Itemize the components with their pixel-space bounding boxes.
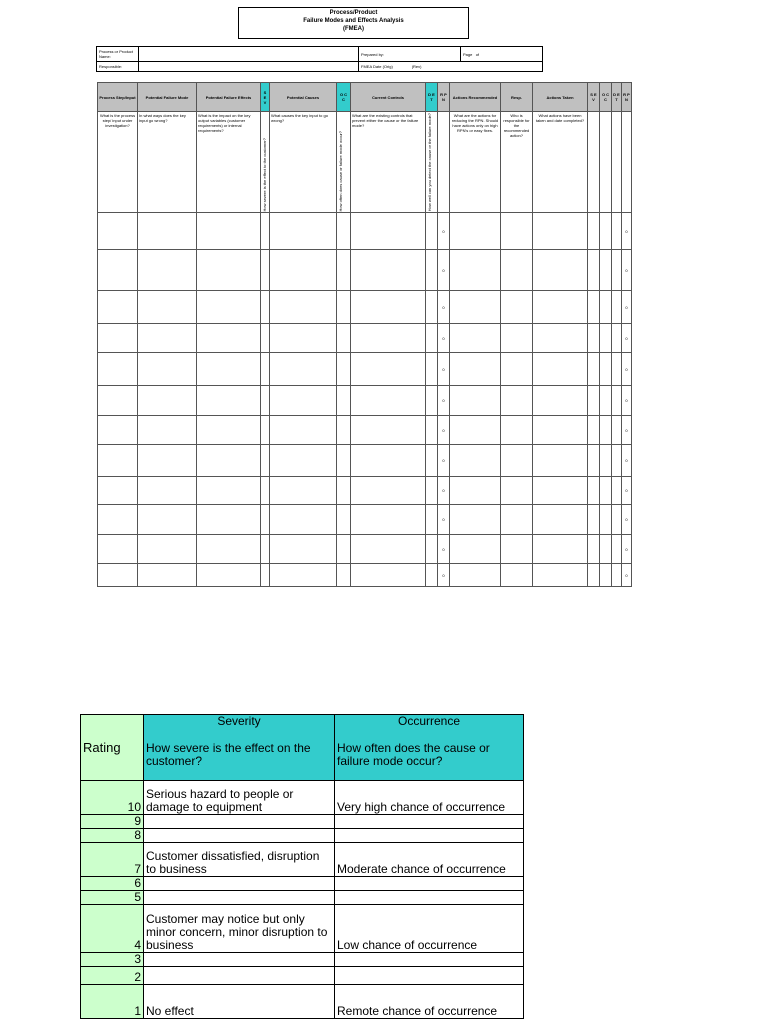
fmea-cell[interactable] [337,353,351,386]
fmea-cell[interactable] [588,564,600,587]
rating-row [81,891,524,905]
fmea-cell[interactable] [450,535,501,564]
fmea-cell[interactable] [501,416,533,445]
fmea-cell[interactable] [426,324,438,353]
process-name-field[interactable] [139,47,359,62]
responsible-field[interactable] [139,62,359,72]
fmea-cell[interactable] [337,386,351,416]
fmea-cell[interactable] [426,477,438,505]
fmea-table [97,82,632,587]
rating-row [81,967,524,985]
fmea-cell[interactable] [600,324,612,353]
occurrence-desc: Low chance of occurrence [335,905,524,953]
fmea-cell[interactable] [533,445,588,477]
desc-actions-taken: What actions have been taken and date completed? [533,112,588,213]
fmea-cell[interactable] [588,535,600,564]
fmea-cell[interactable] [450,213,501,250]
fmea-cell[interactable] [600,477,612,505]
document-title [238,7,469,39]
fmea-cell[interactable] [612,291,622,324]
fmea-date-field[interactable] [359,62,543,72]
fmea-cell[interactable] [351,213,426,250]
rating-value: 5 [81,891,144,905]
title-line-2: Failure Modes and Effects Analysis [303,18,404,24]
fmea-cell[interactable] [501,505,533,535]
rpn2-value: 0 [622,291,632,324]
fmea-cell[interactable] [351,291,426,324]
rpn-value: 0 [438,445,450,477]
rpn2-value: 0 [622,213,632,250]
occurrence-desc: Remote chance of occurrence [335,985,524,1019]
fmea-cell[interactable] [612,386,622,416]
page-label: Page [463,51,473,57]
fmea-cell[interactable] [426,445,438,477]
fmea-cell[interactable] [588,291,600,324]
fmea-cell[interactable] [337,477,351,505]
fmea-cell[interactable] [600,386,612,416]
fmea-cell[interactable] [450,416,501,445]
fmea-cell[interactable] [588,505,600,535]
col-sev-2: S E V [588,83,600,112]
fmea-cell[interactable] [138,213,197,250]
prepared-by-label: Prepared by: [359,47,461,62]
fmea-cell[interactable] [270,505,337,535]
fmea-cell[interactable] [138,291,197,324]
fmea-cell[interactable] [533,324,588,353]
title-line-1: Process/Product [329,10,378,16]
occurrence-desc: Moderate chance of occurrence [335,843,524,877]
rpn-value: 0 [438,477,450,505]
occurrence-desc [335,891,524,905]
rpn-value: 0 [438,386,450,416]
rating-row [81,877,524,891]
fmea-cell[interactable] [197,445,261,477]
severity-desc [144,877,335,891]
rating-row [81,815,524,829]
fmea-cell[interactable] [612,535,622,564]
rpn2-value: 0 [622,535,632,564]
fmea-cell[interactable] [98,445,138,477]
fmea-cell[interactable] [426,416,438,445]
fmea-cell[interactable] [98,353,138,386]
severity-desc [144,953,335,967]
header-fields-table [96,46,543,72]
fmea-cell[interactable] [98,477,138,505]
fmea-cell[interactable] [98,535,138,564]
rpn2-value: 0 [622,353,632,386]
rpn-value: 0 [438,324,450,353]
fmea-cell[interactable] [351,477,426,505]
rpn2-value: 0 [622,250,632,291]
fmea-cell[interactable] [426,535,438,564]
fmea-cell[interactable] [337,416,351,445]
rpn-value: 0 [438,535,450,564]
fmea-cell[interactable] [138,477,197,505]
fmea-cell[interactable] [588,477,600,505]
fmea-cell[interactable] [261,213,270,250]
fmea-cell[interactable] [426,505,438,535]
fmea-cell[interactable] [533,250,588,291]
fmea-cell[interactable] [138,250,197,291]
fmea-cell[interactable] [533,353,588,386]
fmea-cell[interactable] [351,535,426,564]
fmea-row [98,213,632,250]
fmea-cell[interactable] [450,386,501,416]
fmea-cell[interactable] [600,535,612,564]
occurrence-desc [335,815,524,829]
fmea-cell[interactable] [501,445,533,477]
fmea-row [98,477,632,505]
fmea-cell[interactable] [98,213,138,250]
fmea-cell[interactable] [612,564,622,587]
fmea-cell[interactable] [588,324,600,353]
fmea-cell[interactable] [261,291,270,324]
occurrence-desc [335,953,524,967]
fmea-cell[interactable] [588,386,600,416]
rating-row [81,829,524,843]
fmea-cell[interactable] [600,445,612,477]
rpn2-value: 0 [622,445,632,477]
fmea-cell[interactable] [197,535,261,564]
fmea-cell[interactable] [501,477,533,505]
fmea-row [98,535,632,564]
fmea-row [98,324,632,353]
fmea-cell[interactable] [98,505,138,535]
col-actions-taken: Actions Taken [533,83,588,112]
fmea-row [98,386,632,416]
fmea-row [98,250,632,291]
severity-desc: Customer may notice but only minor concern, minor disruption to business [144,905,335,953]
fmea-cell[interactable] [450,291,501,324]
fmea-cell[interactable] [588,213,600,250]
fmea-cell[interactable] [588,416,600,445]
col-controls: Current Controls [351,83,426,112]
fmea-cell[interactable] [351,386,426,416]
fmea-cell[interactable] [600,505,612,535]
fmea-cell[interactable] [270,213,337,250]
occurrence-desc [335,829,524,843]
fmea-row [98,291,632,324]
fmea-cell[interactable] [98,416,138,445]
fmea-cell[interactable] [270,416,337,445]
col-resp: Resp. [501,83,533,112]
of-label: of [475,51,480,57]
fmea-cell[interactable] [337,213,351,250]
fmea-cell[interactable] [533,505,588,535]
fmea-cell[interactable] [533,535,588,564]
occurrence-header: Occurrence [397,714,461,728]
fmea-cell[interactable] [138,535,197,564]
fmea-cell[interactable] [261,535,270,564]
fmea-cell[interactable] [138,445,197,477]
fmea-cell[interactable] [351,505,426,535]
fmea-cell[interactable] [98,250,138,291]
fmea-cell[interactable] [501,324,533,353]
col-occ: O C C [337,83,351,112]
fmea-cell[interactable] [261,386,270,416]
occurrence-desc [335,967,524,985]
fmea-cell[interactable] [270,535,337,564]
page-field[interactable] [461,47,543,62]
severity-header-cell [144,715,335,781]
fmea-cell[interactable] [261,324,270,353]
fmea-cell[interactable] [197,353,261,386]
rev-label: (Rev) [411,64,422,69]
fmea-cell[interactable] [612,353,622,386]
fmea-cell[interactable] [612,416,622,445]
col-actions: Actions Recommended [450,83,501,112]
rpn2-value: 0 [622,564,632,587]
severity-question: How severe is the effect on the customer? [146,741,311,768]
fmea-cell[interactable] [270,291,337,324]
desc-occ: How often does cause or failure mode occur? [338,130,343,212]
fmea-date-label: FMEA Date (Orig) [361,64,393,69]
desc-process-step: What is the process step/ input under investigation? [98,112,138,213]
fmea-cell[interactable] [450,477,501,505]
fmea-cell[interactable] [450,505,501,535]
fmea-cell[interactable] [612,477,622,505]
rpn-value: 0 [438,250,450,291]
fmea-cell[interactable] [533,291,588,324]
fmea-cell[interactable] [270,353,337,386]
fmea-cell[interactable] [612,505,622,535]
fmea-cell[interactable] [337,445,351,477]
rating-table [80,714,524,1019]
rating-value: 7 [81,843,144,877]
fmea-cell[interactable] [588,250,600,291]
fmea-cell[interactable] [588,353,600,386]
fmea-cell[interactable] [270,445,337,477]
fmea-cell[interactable] [270,564,337,587]
desc-det: How well can you detect the cause or the failure mode? [427,113,432,212]
fmea-cell[interactable] [98,386,138,416]
occurrence-header-cell [335,715,524,781]
fmea-cell[interactable] [138,353,197,386]
fmea-row [98,416,632,445]
rpn2-value: 0 [622,505,632,535]
rating-value: 9 [81,815,144,829]
desc-resp: Who is responsible for the recommended action? [501,112,533,213]
rpn-value: 0 [438,564,450,587]
fmea-cell[interactable] [426,386,438,416]
rating-value: 4 [81,905,144,953]
fmea-cell[interactable] [450,353,501,386]
fmea-row [98,353,632,386]
fmea-cell[interactable] [261,505,270,535]
fmea-cell[interactable] [197,416,261,445]
fmea-cell[interactable] [533,564,588,587]
rating-row [81,843,524,877]
fmea-cell[interactable] [337,291,351,324]
fmea-cell[interactable] [426,291,438,324]
fmea-cell[interactable] [351,353,426,386]
col-causes: Potential Causes [270,83,337,112]
fmea-cell[interactable] [138,324,197,353]
fmea-cell[interactable] [612,213,622,250]
rpn2-value: 0 [622,324,632,353]
col-rpn-2: R P N [622,83,632,112]
fmea-cell[interactable] [138,386,197,416]
rpn-value: 0 [438,353,450,386]
occurrence-desc: Very high chance of occurrence [335,781,524,815]
fmea-cell[interactable] [612,250,622,291]
fmea-cell[interactable] [351,564,426,587]
rating-value: 10 [81,781,144,815]
fmea-cell[interactable] [197,213,261,250]
col-det: D E T [426,83,438,112]
fmea-cell[interactable] [533,213,588,250]
col-det-2: D E T [612,83,622,112]
fmea-cell[interactable] [337,505,351,535]
fmea-cell[interactable] [197,505,261,535]
fmea-cell[interactable] [138,505,197,535]
fmea-cell[interactable] [612,324,622,353]
rating-value: 2 [81,967,144,985]
occurrence-desc [335,877,524,891]
fmea-cell[interactable] [501,213,533,250]
fmea-row [98,505,632,535]
fmea-cell[interactable] [197,291,261,324]
occurrence-question: How often does the cause or failure mode occur? [337,741,490,768]
rpn-value: 0 [438,416,450,445]
fmea-cell[interactable] [501,386,533,416]
severity-desc: Customer dissatisfied, disruption to business [144,843,335,877]
fmea-cell[interactable] [197,386,261,416]
rating-value: 3 [81,953,144,967]
col-process-step: Process Step/Input [98,83,138,112]
rating-header: Rating [81,715,144,781]
fmea-cell[interactable] [450,445,501,477]
fmea-cell[interactable] [98,324,138,353]
fmea-cell[interactable] [261,477,270,505]
col-sev: S E V [261,83,270,112]
fmea-cell[interactable] [600,416,612,445]
desc-causes: What causes the key input to go wrong? [270,112,337,213]
desc-actions: What are the actions for reducing the RPN. Should have actions only on high RPN's or easy fixes. [450,112,501,213]
rpn2-value: 0 [622,386,632,416]
rating-row [81,905,524,953]
rpn2-value: 0 [622,477,632,505]
rating-row [81,781,524,815]
desc-controls: What are the existing controls that prevent either the cause or the failure mode? [351,112,426,213]
rpn2-value: 0 [622,416,632,445]
col-occ-2: O C C [600,83,612,112]
rating-row [81,953,524,967]
fmea-cell[interactable] [501,250,533,291]
severity-desc [144,815,335,829]
fmea-cell[interactable] [600,250,612,291]
responsible-label: Responsible: [97,62,139,72]
fmea-cell[interactable] [612,445,622,477]
fmea-cell[interactable] [426,250,438,291]
fmea-cell[interactable] [426,213,438,250]
col-failure-effects: Potential Failure Effects [197,83,261,112]
fmea-cell[interactable] [270,324,337,353]
rating-row [81,985,524,1019]
fmea-cell[interactable] [450,324,501,353]
rpn-value: 0 [438,291,450,324]
fmea-cell[interactable] [600,213,612,250]
title-line-3: (FMEA) [343,26,364,32]
fmea-cell[interactable] [501,535,533,564]
fmea-cell[interactable] [197,477,261,505]
fmea-cell[interactable] [261,564,270,587]
fmea-cell[interactable] [501,353,533,386]
fmea-cell[interactable] [351,250,426,291]
fmea-cell[interactable] [138,564,197,587]
fmea-cell[interactable] [351,324,426,353]
fmea-cell[interactable] [600,291,612,324]
severity-desc [144,891,335,905]
rpn-value: 0 [438,505,450,535]
fmea-cell[interactable] [337,324,351,353]
fmea-cell[interactable] [98,291,138,324]
severity-desc: Serious hazard to people or damage to equipment [144,781,335,815]
severity-desc [144,829,335,843]
fmea-cell[interactable] [337,564,351,587]
fmea-cell[interactable] [588,445,600,477]
fmea-cell[interactable] [197,564,261,587]
fmea-cell[interactable] [270,250,337,291]
fmea-cell[interactable] [337,250,351,291]
fmea-cell[interactable] [600,564,612,587]
fmea-cell[interactable] [450,250,501,291]
desc-failure-effects: What is the impact on the key output variables (customer requirements) or internal requirements? [197,112,261,213]
fmea-cell[interactable] [261,250,270,291]
fmea-row [98,445,632,477]
fmea-cell[interactable] [138,416,197,445]
severity-desc: No effect [144,985,335,1019]
rating-value: 8 [81,829,144,843]
rpn-value: 0 [438,213,450,250]
fmea-cell[interactable] [98,564,138,587]
fmea-cell[interactable] [197,250,261,291]
fmea-cell[interactable] [337,535,351,564]
col-rpn: R P N [438,83,450,112]
fmea-cell[interactable] [533,477,588,505]
fmea-cell[interactable] [351,416,426,445]
fmea-row [98,564,632,587]
fmea-cell[interactable] [450,564,501,587]
fmea-cell[interactable] [533,416,588,445]
fmea-cell[interactable] [426,564,438,587]
severity-header: Severity [217,714,261,728]
rating-value: 1 [81,985,144,1019]
fmea-cell[interactable] [501,291,533,324]
fmea-cell[interactable] [533,386,588,416]
desc-failure-mode: In what ways does the key input go wrong? [138,112,197,213]
fmea-cell[interactable] [501,564,533,587]
fmea-cell[interactable] [197,324,261,353]
fmea-cell[interactable] [351,445,426,477]
col-failure-mode: Potential Failure Mode [138,83,197,112]
fmea-cell[interactable] [270,386,337,416]
process-name-label: Process or Product Name: [97,47,139,62]
description-row [98,112,632,213]
rating-value: 6 [81,877,144,891]
severity-desc [144,967,335,985]
fmea-cell[interactable] [600,353,612,386]
fmea-cell[interactable] [270,477,337,505]
fmea-cell[interactable] [261,445,270,477]
fmea-cell[interactable] [261,353,270,386]
fmea-cell[interactable] [426,353,438,386]
desc-sev: How severe is the effect to the customer? [262,137,267,212]
fmea-cell[interactable] [261,416,270,445]
